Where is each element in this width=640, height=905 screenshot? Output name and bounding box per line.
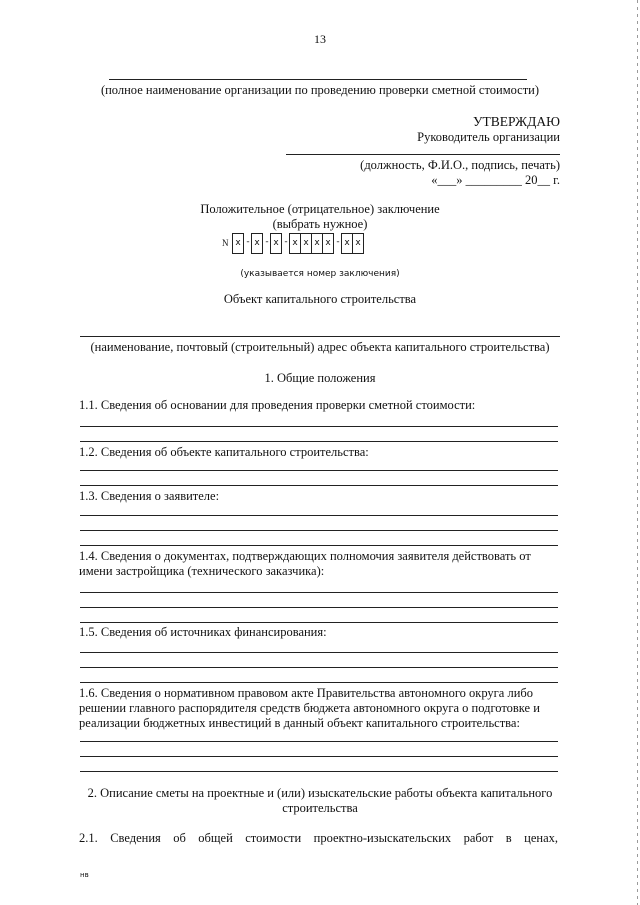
item-1-2: 1.2. Сведения об объекте капитального строительства: [79, 445, 369, 459]
conclusion-subtitle: (выбрать нужное) [272, 217, 368, 231]
signature-caption: (должность, Ф.И.О., подпись, печать) [360, 158, 560, 172]
section1-title: 1. Общие положения [264, 371, 376, 385]
approval-title: УТВЕРЖДАЮ [472, 114, 560, 129]
fill-line[interactable] [80, 741, 558, 742]
signature-line[interactable] [286, 154, 560, 155]
org-caption: (полное наименование организации по проведению проверки сметной стоимости) [100, 83, 540, 97]
number-cell: x [322, 233, 334, 254]
fill-line[interactable] [80, 667, 558, 668]
number-separator: - [265, 237, 269, 247]
number-prefix: N [222, 238, 229, 248]
section2-title: 2. Описание сметы на проектные и (или) изыскательские работы объекта капитального [87, 786, 553, 800]
fill-line[interactable] [80, 682, 558, 683]
item-1-5: 1.5. Сведения об источниках финансирования: [79, 625, 327, 639]
object-address-caption: (наименование, почтовый (строительный) адрес объекта капитального строительства) [90, 340, 550, 354]
fill-line[interactable] [80, 622, 558, 623]
number-cell: x [341, 233, 353, 254]
conclusion-title: Положительное (отрицательное) заключение [200, 202, 440, 216]
footer-mark: нв [80, 871, 89, 879]
item-1-6-cont: решении главного распорядителя средств бюджета автономного округа о подготовке и [79, 701, 540, 715]
item-1-6-cont2: реализации бюджетных инвестиций в данный объект капитального строительства: [79, 716, 520, 730]
fill-line[interactable] [80, 441, 558, 442]
org-name-line[interactable] [109, 79, 527, 80]
number-caption: (указывается номер заключения) [240, 269, 400, 279]
fill-line[interactable] [80, 470, 558, 471]
number-cell: x [251, 233, 263, 254]
fill-line[interactable] [80, 652, 558, 653]
page-number: 13 [314, 32, 326, 46]
item-1-3: 1.3. Сведения о заявителе: [79, 489, 220, 503]
fill-line[interactable] [80, 607, 558, 608]
fill-line[interactable] [80, 515, 558, 516]
item-1-4: 1.4. Сведения о документах, подтверждающих полномочия заявителя действовать от [79, 549, 531, 563]
number-cell: x [289, 233, 301, 254]
fill-line[interactable] [80, 485, 558, 486]
number-cell: x [270, 233, 282, 254]
number-separator: - [284, 237, 288, 247]
object-address-line[interactable] [80, 336, 560, 337]
number-cell: x [352, 233, 364, 254]
number-cell: x [300, 233, 312, 254]
item-1-4-cont: имени застройщика (технического заказчика): [79, 564, 325, 578]
fill-line[interactable] [80, 771, 558, 772]
item-2-1: 2.1. Сведения об общей стоимости проектно-изыскательских работ в ценах, [79, 831, 558, 845]
conclusion-number-field[interactable] [233, 233, 364, 254]
fill-line[interactable] [80, 545, 558, 546]
number-separator: - [246, 237, 250, 247]
fill-line[interactable] [80, 592, 558, 593]
item-1-6: 1.6. Сведения о нормативном правовом акте Правительства автономного округа либо [79, 686, 534, 700]
approval-date[interactable]: «___» _________ 20__ г. [431, 173, 560, 187]
page-edge [637, 0, 638, 905]
fill-line[interactable] [80, 426, 558, 427]
section2-title-cont: строительства [282, 801, 358, 815]
object-title: Объект капитального строительства [223, 292, 417, 306]
approval-role: Руководитель организации [417, 130, 560, 144]
number-cell: x [232, 233, 244, 254]
number-cell: x [311, 233, 323, 254]
item-1-1: 1.1. Сведения об основании для проведения проверки сметной стоимости: [79, 398, 476, 412]
fill-line[interactable] [80, 530, 558, 531]
number-separator: - [336, 237, 340, 247]
fill-line[interactable] [80, 756, 558, 757]
